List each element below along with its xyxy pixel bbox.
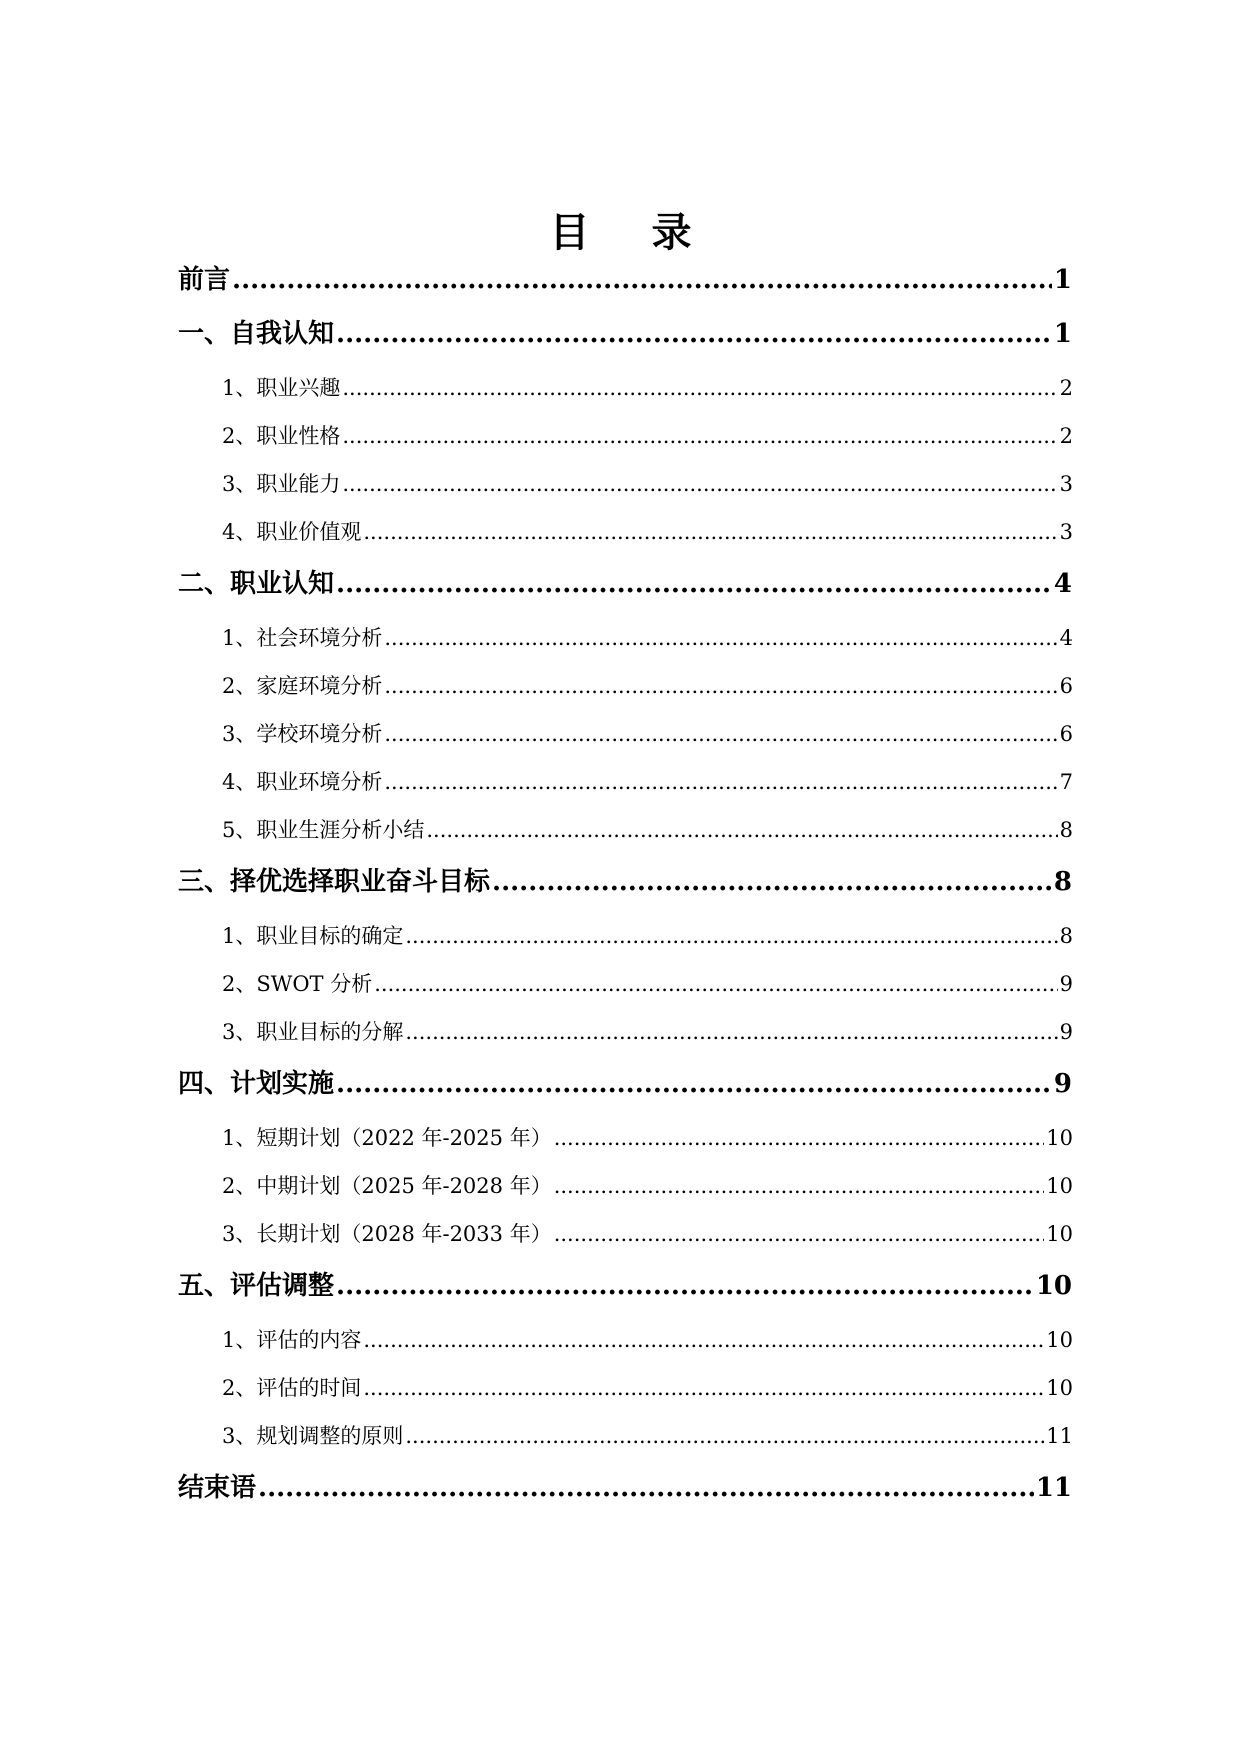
toc-entry-1-2[interactable] (222, 421, 1073, 451)
toc-entry-label: 2、中期计划（2025 年-2028 年） (222, 1174, 552, 1198)
toc-entry-page: 2 (1059, 424, 1073, 448)
toc-entry-page: 1 (1053, 319, 1072, 349)
toc-entry-page: 9 (1059, 1020, 1073, 1044)
dot-leader (336, 1268, 1034, 1304)
dot-leader (554, 1171, 1045, 1201)
toc-entry-page: 3 (1059, 472, 1073, 496)
toc-entry-label: 1、社会环境分析 (222, 626, 383, 650)
dot-leader (336, 566, 1052, 602)
dot-leader (554, 1123, 1045, 1153)
toc-entry-label: 1、评估的内容 (222, 1328, 362, 1352)
toc-entry-section-2[interactable] (178, 566, 1072, 602)
dot-leader (363, 1325, 1044, 1355)
dot-leader (342, 421, 1057, 451)
toc-entry-label: 三、择优选择职业奋斗目标 (178, 867, 491, 897)
dot-leader (384, 623, 1057, 653)
toc-entry-label: 3、职业能力 (222, 472, 341, 496)
toc-entry-page: 11 (1046, 1424, 1073, 1448)
toc-entry-4-1[interactable] (222, 1123, 1073, 1153)
toc-entry-page: 3 (1059, 520, 1073, 544)
toc-entry-label: 2、SWOT 分析 (222, 972, 373, 996)
dot-leader (363, 517, 1057, 547)
toc-entry-preface[interactable] (178, 262, 1072, 298)
toc-entry-page: 8 (1053, 867, 1072, 897)
toc-entry-label: 二、职业认知 (178, 569, 335, 599)
toc-entry-2-4[interactable] (222, 767, 1073, 797)
toc-entry-page: 8 (1059, 924, 1073, 948)
toc-entry-2-3[interactable] (222, 719, 1073, 749)
toc-entry-page: 7 (1059, 770, 1073, 794)
toc-entry-page: 9 (1059, 972, 1073, 996)
dot-leader (405, 921, 1057, 951)
toc-entry-label: 3、职业目标的分解 (222, 1020, 404, 1044)
dot-leader (554, 1219, 1045, 1249)
dot-leader (492, 864, 1052, 900)
toc-entry-2-5[interactable] (222, 815, 1073, 845)
toc-entry-page: 4 (1053, 569, 1072, 599)
toc-entry-label: 4、职业环境分析 (222, 770, 383, 794)
toc-entry-label: 1、短期计划（2022 年-2025 年） (222, 1126, 552, 1150)
toc-entry-page: 4 (1059, 626, 1073, 650)
dot-leader (336, 316, 1052, 352)
toc-entry-section-1[interactable] (178, 316, 1072, 352)
toc-entry-3-1[interactable] (222, 921, 1073, 951)
toc-entry-label: 3、学校环境分析 (222, 722, 383, 746)
toc-entry-section-4[interactable] (178, 1066, 1072, 1102)
toc-entry-1-1[interactable] (222, 373, 1073, 403)
toc-entry-label: 2、家庭环境分析 (222, 674, 383, 698)
toc-entry-3-2[interactable] (222, 969, 1073, 999)
toc-entry-label: 5、职业生涯分析小结 (222, 818, 425, 842)
toc-entry-page: 10 (1035, 1271, 1072, 1301)
toc-entry-label: 结束语 (178, 1473, 257, 1503)
toc-entry-2-2[interactable] (222, 671, 1073, 701)
toc-entry-section-3[interactable] (178, 864, 1072, 900)
toc-entry-page: 11 (1035, 1473, 1072, 1503)
toc-entry-label: 4、职业价值观 (222, 520, 362, 544)
toc-entry-page: 10 (1046, 1174, 1073, 1198)
toc-entry-conclusion[interactable] (178, 1470, 1072, 1506)
dot-leader (405, 1017, 1057, 1047)
toc-entry-label: 五、评估调整 (178, 1271, 335, 1301)
toc-entry-label: 3、长期计划（2028 年-2033 年） (222, 1222, 552, 1246)
dot-leader (384, 719, 1057, 749)
dot-leader (384, 767, 1057, 797)
toc-entry-label: 前言 (178, 265, 231, 295)
toc-entry-label: 3、规划调整的原则 (222, 1424, 404, 1448)
dot-leader (363, 1373, 1044, 1403)
toc-entry-label: 一、自我认知 (178, 319, 335, 349)
dot-leader (336, 1066, 1052, 1102)
toc-entry-4-2[interactable] (222, 1171, 1073, 1201)
toc-entry-1-4[interactable] (222, 517, 1073, 547)
toc-entry-label: 2、职业性格 (222, 424, 341, 448)
toc-entry-page: 8 (1059, 818, 1073, 842)
dot-leader (342, 373, 1057, 403)
toc-entry-3-3[interactable] (222, 1017, 1073, 1047)
toc-entry-page: 2 (1059, 376, 1073, 400)
dot-leader (426, 815, 1057, 845)
toc-entry-label: 1、职业兴趣 (222, 376, 341, 400)
toc-entry-page: 10 (1046, 1328, 1073, 1352)
dot-leader (384, 671, 1057, 701)
toc-entry-label: 2、评估的时间 (222, 1376, 362, 1400)
toc-entry-section-5[interactable] (178, 1268, 1072, 1304)
toc-entry-4-3[interactable] (222, 1219, 1073, 1249)
toc-entry-5-2[interactable] (222, 1373, 1073, 1403)
toc-entry-2-1[interactable] (222, 623, 1073, 653)
toc-entry-1-3[interactable] (222, 469, 1073, 499)
toc-title: 目 录 (549, 209, 716, 256)
toc-entry-page: 1 (1053, 265, 1072, 295)
toc-entry-page: 9 (1053, 1069, 1072, 1099)
dot-leader (342, 469, 1057, 499)
toc-entry-page: 6 (1059, 722, 1073, 746)
toc-entry-label: 1、职业目标的确定 (222, 924, 404, 948)
toc-entry-page: 10 (1046, 1376, 1073, 1400)
dot-leader (232, 262, 1052, 298)
toc-entry-5-1[interactable] (222, 1325, 1073, 1355)
toc-entry-page: 10 (1046, 1222, 1073, 1246)
toc-entry-5-3[interactable] (222, 1421, 1073, 1451)
dot-leader (258, 1470, 1034, 1506)
toc-entry-page: 10 (1046, 1126, 1073, 1150)
toc-entry-label: 四、计划实施 (178, 1069, 335, 1099)
dot-leader (405, 1421, 1044, 1451)
toc-entry-page: 6 (1059, 674, 1073, 698)
dot-leader (374, 969, 1057, 999)
